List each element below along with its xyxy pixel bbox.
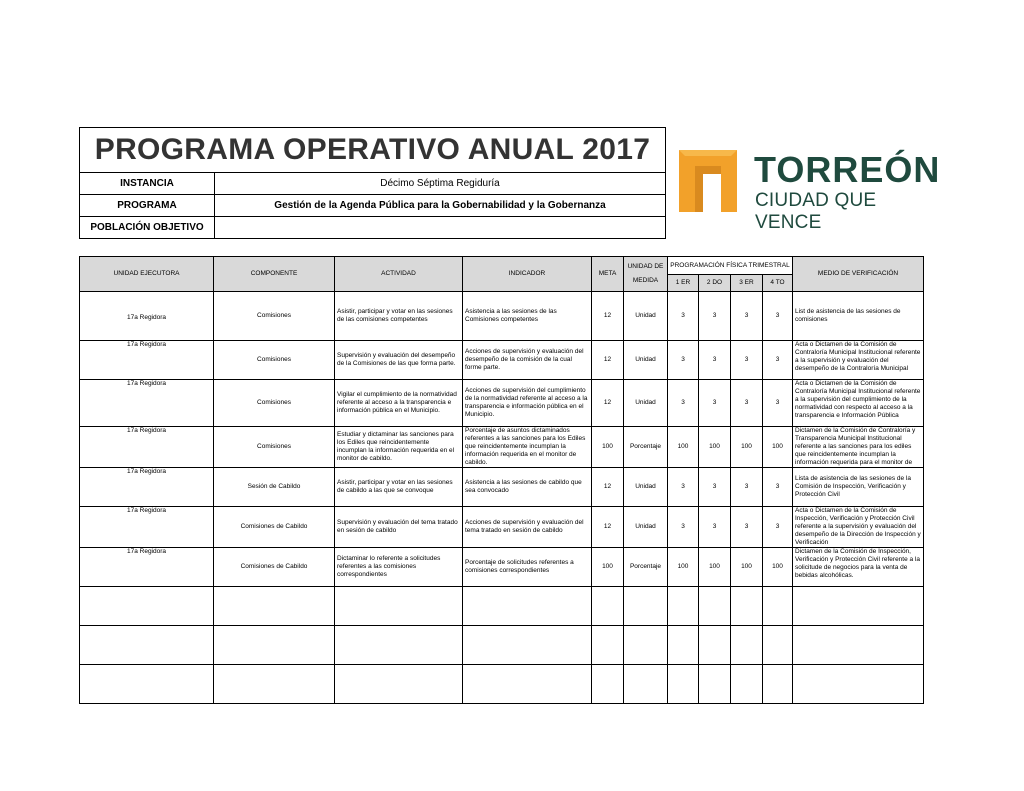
cell-indicador: Asistencia a las sesiones de cabildo que sea convocado bbox=[463, 468, 592, 507]
cell-medio: List de asistencia de las sesiones de comisiones bbox=[793, 292, 924, 341]
programa-value: Gestión de la Agenda Pública para la Gobernabilidad y la Gobernanza bbox=[215, 195, 666, 217]
cell-q1: 100 bbox=[668, 427, 699, 468]
cell-q3: 3 bbox=[731, 507, 763, 548]
cell-meta: 100 bbox=[592, 427, 624, 468]
cell-componente: Sesión de Cabildo bbox=[214, 468, 335, 507]
cell-meta: 12 bbox=[592, 292, 624, 341]
table-row bbox=[80, 341, 924, 380]
cell-actividad: Dictaminar lo referente a solicitudes referentes a las comisiones correspondientes bbox=[335, 548, 463, 587]
cell-q1: 3 bbox=[668, 507, 699, 548]
cell-q2: 100 bbox=[699, 548, 731, 587]
cell-q2: 3 bbox=[699, 507, 731, 548]
cell-q4: 3 bbox=[763, 341, 793, 380]
cell-q3: 3 bbox=[731, 468, 763, 507]
header-q3: 3 ER bbox=[731, 275, 763, 292]
table-row bbox=[80, 468, 924, 507]
cell-actividad: Estudiar y dictaminar las sanciones para los Ediles que reincidentemente incumplan la información requerida en el monitor de cabildo. bbox=[335, 427, 463, 468]
cell-q3: 100 bbox=[731, 427, 763, 468]
cell-unidad bbox=[80, 468, 214, 507]
cell-q1: 3 bbox=[668, 292, 699, 341]
table-row bbox=[80, 548, 924, 587]
header-unidad-medida-1: UNIDAD DE bbox=[627, 263, 664, 270]
cell-medio: Dictamen de la Comisión de Contraloría y Transparencia Municipal Institucional referente a las sanciones para los ediles que reincidentemente incumplan la información requerida para el monitor de bbox=[793, 427, 924, 468]
cell-q1: 3 bbox=[668, 380, 699, 427]
cell-q4: 3 bbox=[763, 292, 793, 341]
cell-q4: 3 bbox=[763, 507, 793, 548]
cell-q3: 3 bbox=[731, 292, 763, 341]
instancia-value: Décimo Séptima Regiduría bbox=[215, 173, 666, 195]
cell-indicador: Porcentaje de solicitudes referentes a comisiones correspondientes bbox=[463, 548, 592, 587]
cell-medida: Unidad bbox=[624, 380, 668, 427]
torreon-logo bbox=[679, 148, 941, 233]
header-q4: 4 TO bbox=[763, 275, 793, 292]
cell-indicador: Porcentaje de asuntos dictaminados referentes a las sanciones para los Ediles que reincidentemente incumplan la información requerida en el monitor de cabildo. bbox=[463, 427, 592, 468]
cell-medida: Unidad bbox=[624, 507, 668, 548]
cell-meta: 12 bbox=[592, 468, 624, 507]
cell-q1: 100 bbox=[668, 548, 699, 587]
cell-medida: Unidad bbox=[624, 468, 668, 507]
header-componente: COMPONENTE bbox=[214, 257, 335, 292]
cell-q2: 100 bbox=[699, 427, 731, 468]
empty-row bbox=[80, 587, 924, 626]
cell-actividad: Asistir, participar y votar en las sesiones de cabildo a las que se convoque bbox=[335, 468, 463, 507]
cell-q4: 100 bbox=[763, 548, 793, 587]
cell-q3: 100 bbox=[731, 548, 763, 587]
cell-actividad: Vigilar el cumplimiento de la normatividad referente al acceso a la transparencia e información pública en el Municipio. bbox=[335, 380, 463, 427]
cell-unidad: 17a Regidora bbox=[80, 548, 214, 587]
cell-actividad: Supervisión y evaluación del desempeño de la Comisiones de las que forma parte. bbox=[335, 341, 463, 380]
logo-title: TORREÓN bbox=[754, 149, 941, 190]
header-indicador: INDICADOR bbox=[463, 257, 592, 292]
cell-componente: Comisiones bbox=[214, 292, 335, 341]
header-q1: 1 ER bbox=[668, 275, 699, 292]
header-unidad-medida-2: MEDIDA bbox=[632, 277, 659, 284]
cell-componente: Comisiones de Cabildo bbox=[214, 548, 335, 587]
cell-q1: 3 bbox=[668, 341, 699, 380]
cell-actividad: Supervisión y evaluación del tema tratado en sesión de cabildo bbox=[335, 507, 463, 548]
program-table bbox=[79, 256, 924, 704]
header-meta: META bbox=[592, 257, 624, 292]
cell-unidad: 17a Regidora bbox=[80, 341, 214, 380]
cell-q2: 3 bbox=[699, 341, 731, 380]
header-unidad: UNIDAD EJECUTORA bbox=[80, 257, 214, 292]
cell-q2: 3 bbox=[699, 380, 731, 427]
cell-q4: 3 bbox=[763, 380, 793, 427]
table-row bbox=[80, 292, 924, 341]
programa-label: PROGRAMA bbox=[80, 195, 215, 217]
cell-meta: 12 bbox=[592, 507, 624, 548]
table-row bbox=[80, 380, 924, 427]
cell-indicador: Acciones de supervisión y evaluación del tema tratado en sesión de cabildo bbox=[463, 507, 592, 548]
cell-indicador: Asistencia a las sesiones de las Comisiones competentes bbox=[463, 292, 592, 341]
cell-meta: 12 bbox=[592, 380, 624, 427]
header-actividad: ACTIVIDAD bbox=[335, 257, 463, 292]
header-table bbox=[79, 127, 666, 239]
header-unidad-medida bbox=[624, 257, 668, 292]
cell-medio: Dictamen de la Comisión de Inspección, Verificación y Protección Civil referente a la solicitude de negocios para la venta de bebidas alcohólicas. bbox=[793, 548, 924, 587]
table-row bbox=[80, 427, 924, 468]
cell-unidad: 17a Regidora bbox=[80, 427, 214, 468]
cell-medio: Lista de asistencia de las sesiones de la Comisión de Inspección, Verificación y Protección Civil bbox=[793, 468, 924, 507]
cell-unidad: 17a Regidora bbox=[80, 507, 214, 548]
cell-medida: Porcentaje bbox=[624, 427, 668, 468]
cell-actividad: Asistir, participar y votar en las sesiones de las comisiones competentes bbox=[335, 292, 463, 341]
cell-medio: Acta o Dictamen de la Comisión de Contraloría Municipal Institucional referente a la supervisión y evaluación del desempeño de la Contraloría Municipal bbox=[793, 341, 924, 380]
cell-q3: 3 bbox=[731, 380, 763, 427]
cell-q3: 3 bbox=[731, 341, 763, 380]
empty-row bbox=[80, 626, 924, 665]
cell-meta: 12 bbox=[592, 341, 624, 380]
cell-indicador: Acciones de supervisión del cumplimiento de la normatividad referente al acceso a la transparencia e información pública en el Municipio. bbox=[463, 380, 592, 427]
page-title: PROGRAMA OPERATIVO ANUAL 2017 bbox=[80, 128, 666, 173]
table-row bbox=[80, 507, 924, 548]
cell-q1: 3 bbox=[668, 468, 699, 507]
cell-q2: 3 bbox=[699, 468, 731, 507]
cell-medida: Unidad bbox=[624, 292, 668, 341]
cell-unidad-text: 17a Regidora bbox=[126, 468, 167, 475]
empty-row bbox=[80, 665, 924, 704]
cell-componente: Comisiones bbox=[214, 341, 335, 380]
cell-componente: Comisiones bbox=[214, 380, 335, 427]
instancia-label: INSTANCIA bbox=[80, 173, 215, 195]
cell-indicador: Acciones de supervisión y evaluación del desempeño de la comisión de la cual forme parte. bbox=[463, 341, 592, 380]
torreon-tower-icon bbox=[679, 150, 737, 212]
cell-unidad: 17a Regidora bbox=[80, 380, 214, 427]
cell-componente: Comisiones de Cabildo bbox=[214, 507, 335, 548]
header-q2: 2 DO bbox=[699, 275, 731, 292]
header-medio: MEDIO DE VERIFICACIÓN bbox=[793, 257, 924, 292]
cell-medida: Unidad bbox=[624, 341, 668, 380]
cell-q2: 3 bbox=[699, 292, 731, 341]
cell-medida: Porcentaje bbox=[624, 548, 668, 587]
cell-medio: Acta o Dictamen de la Comisión de Contraloría Municipal Institucional referente a la supervisión del cumplimiento de la normatividad con respecto al acceso a la transparencia e Información Pública bbox=[793, 380, 924, 427]
poblacion-value bbox=[215, 217, 666, 239]
cell-medio: Acta o Dictamen de la Comisión de Inspección, Verificación y Protección Civil referente a la supervisión y evaluación del desempeño de la Dirección de Inspección y Verificación bbox=[793, 507, 924, 548]
cell-unidad: 17a Regidora bbox=[80, 292, 214, 341]
header-programacion: PROGRAMACIÓN FÍSICA TRIMESTRAL bbox=[668, 257, 793, 275]
cell-componente: Comisiones bbox=[214, 427, 335, 468]
cell-meta: 100 bbox=[592, 548, 624, 587]
cell-q4: 3 bbox=[763, 468, 793, 507]
cell-q4: 100 bbox=[763, 427, 793, 468]
logo-subtitle: CIUDAD QUE VENCE bbox=[755, 190, 877, 233]
poblacion-label: POBLACIÓN OBJETIVO bbox=[80, 217, 215, 239]
